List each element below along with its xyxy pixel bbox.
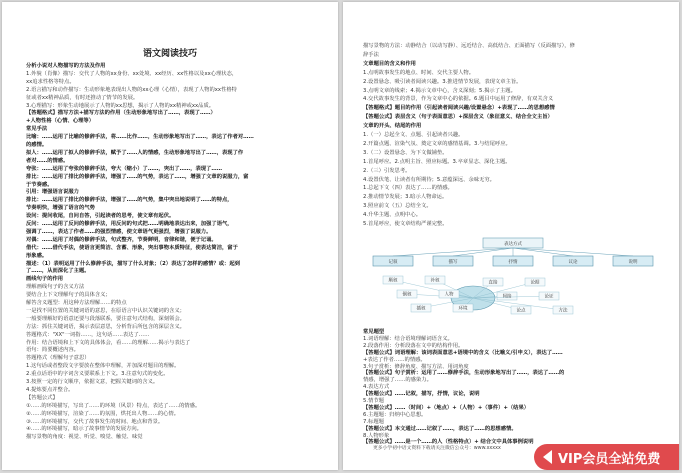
text-line: 者对……的情感。 — [26, 157, 69, 164]
text-line: 答题格式（理解句子意思） — [26, 355, 90, 362]
diagram-node-label: 说明 — [628, 260, 638, 265]
text-line: 6.主题题：归纳中心思想。 — [363, 411, 427, 418]
diagram-node-label: 议论 — [568, 260, 578, 265]
text-line: 4.设置伏笔、让读者有所期待；5.意蕴深远、余味无穷。 — [363, 176, 495, 183]
text-line: 2.设置悬念、吸引读者阅读兴趣。3.推进情节发展，表现文章主旨。 — [363, 78, 522, 85]
diagram-leaf-label: 人物 — [444, 292, 454, 298]
text-line: 比喻：……运用了比喻的修辞手法，将……比作……，生动形象地写出了……，表达了作者对…… — [26, 134, 254, 141]
text-line: 3.句子赏析：修辞角度、描写方法、用词角度 — [363, 363, 469, 370]
text-line: 8.人物形象 — [363, 432, 390, 439]
text-line: 描写景物的角度：视觉、听觉、嗅觉、触觉、味觉 — [26, 434, 143, 441]
diagram-connector — [393, 248, 513, 256]
text-line: 【答题公式】……（时间）+（地点）+（人物）+（事件）+（结果） — [363, 404, 530, 411]
text-line: 节奏明快，增强了语言的气势 — [26, 205, 95, 212]
text-line: 1.这句话或者整段文字要放在整体中理解，并加深对题目的理解。 — [26, 363, 180, 370]
text-line: ①……的环境描写，写出了……的环境（风景）特点，表达了……的情感。 — [26, 402, 201, 409]
diagram-leaf-label: 方法 — [558, 308, 568, 314]
text-line: 借代：……借代手法，使语言更简洁、含蓄、形象，突出事物本质特征，使表达简洁，富于 — [26, 244, 238, 251]
text-line: 【答题公式】词语理解：该词表面意思+语境中的含义（比喻义/引申义），表达了…… — [363, 349, 563, 356]
diagram-connector — [513, 248, 633, 256]
document-title: 语文阅读技巧 — [142, 49, 197, 59]
diagram-leaf-label: 倒叙 — [402, 292, 412, 298]
text-line: 【答题公式】本文通过……记叙了……，表达了……的思想感情。 — [363, 425, 517, 432]
text-line: 【答题格式】描写方法+描写方法的作用（生动形象地写出了……，表现了……） — [26, 110, 216, 117]
text-line: 5.情节题 — [363, 398, 384, 404]
text-line: ②……的环境描写，渲染了……的氛围，烘托出人物……的心情。 — [26, 410, 180, 417]
vip-promo-label: VIP会员全站免费 — [558, 451, 661, 467]
left-document-page — [2, 2, 338, 470]
text-line: 4.提炼要点并整合。 — [26, 386, 74, 393]
text-line: 2.开篇点题、渲染气氛、奠定文章的感情基调。3.与结尾呼应。 — [363, 140, 511, 147]
text-line: 语句：简要概述内容。 — [26, 347, 79, 354]
text-line: 一是找不同位置的关键词语的意思，在原语言中认识关键词的含义； — [26, 307, 185, 314]
text-line: 答题格式："XX"一词指……，这句话……表达了…… — [26, 331, 150, 338]
text-line: +表达了作者……的情感。 — [363, 356, 426, 363]
text-line: 3.点明文章的线索；4.揭示文章中心，含义深刻；5.揭示了主题。 — [363, 87, 516, 94]
text-line: 2.推动情节发展；3.暗示人物命运。 — [363, 194, 448, 201]
text-line: 【答题公式】表层含义（句子表面意思）+深层含义（象征意义、结合全文主旨） — [363, 114, 553, 121]
text-line: 2.重点话语中的字词含义要联系上下文。3.注意句式的变化。 — [26, 371, 169, 378]
diagram-node-label: 描写 — [448, 260, 458, 265]
text-line: 3.（二）设置悬念、为下文做铺垫。 — [363, 149, 448, 156]
diagram-node-label: 抒情 — [508, 260, 518, 265]
text-line: 要结合上下文理解句子的具体含义； — [26, 292, 111, 299]
text-line: 描写景物的方法：动静结合（以动写静）、远近结合、高低结合、正面描写（反面描写），修 — [363, 43, 575, 49]
text-line: 理解画线句子的含义方法 — [26, 284, 85, 291]
text-line: 文章题目的含义和作用 — [363, 60, 416, 67]
text-line: ③……的环境描写，交代了故事发生的时间、地点和背景。 — [26, 418, 164, 425]
text-line: 拟人：……运用了拟人的修辞手法，赋予了……人的情感，生动形象地写出了……，表现了作 — [26, 149, 244, 156]
text-line: 【答题格式】题目的作用（引起读者阅读兴趣/设置悬念）+表现了……的思想感情 — [363, 105, 555, 112]
diagram-connector — [453, 248, 513, 256]
diagram-leaf-label: 顺叙 — [388, 278, 398, 284]
text-line: 排比：……运用了排比的修辞手法，增强了……的气势，表达了……，增强了文章的说服力，富 — [26, 173, 249, 180]
text-line: 分析小说对人物描写的方法及作用 — [26, 63, 106, 69]
text-line: 7.标题题 — [363, 418, 384, 425]
arrow-left-icon — [543, 450, 552, 464]
text-line: 画线句子的作用 — [26, 276, 64, 283]
text-line: ④……的环境描写，暗示了故事情节的发展方向。 — [26, 426, 142, 433]
text-line: 设问：提问收尾，自问自答，引起读者的思考，使文章有起伏。 — [26, 213, 175, 220]
text-line: 征或者xx精神品质，有时还推动了情节的发展。 — [26, 94, 139, 101]
text-line: 描述：（1）表明运用了什么修辞手法，描写了什么对象；（2）表达了怎样的感情？或：起到 — [26, 260, 240, 267]
expression-method-diagram — [363, 236, 663, 328]
text-line: 作用：结合语境和上下文的具体体会，看……的理解……揭示与表达了 — [26, 339, 191, 346]
text-line: 2.（三）引发思考。 — [363, 167, 411, 174]
text-line: 文章的开头、结尾的作用 — [363, 123, 422, 130]
vip-promo-button[interactable] — [534, 444, 679, 470]
diagram-center-label: 表达方式 — [504, 242, 522, 247]
text-line: 常见题型 — [363, 329, 385, 335]
text-line: 3.照应前文（五）总结全文。 — [363, 203, 432, 210]
diagram-leaf-label: 环境 — [458, 306, 468, 312]
text-line: 对偶：……运用了对偶的修辞手法，句式整齐，节奏鲜明，音律和谐，便于记诵。 — [26, 236, 217, 243]
text-line: 5.首尾呼应，使文章结构严谨完整。 — [363, 221, 448, 227]
text-line: 于节奏感。 — [26, 181, 53, 188]
text-line: 情感，增强了……的感染力。 — [363, 377, 432, 384]
text-line: 3.按照一定的行文顺序，依据文意，把握关键词的含义。 — [26, 379, 159, 385]
text-line: 排比：……运用了排比的修辞手法，增强了……的气势，集中突出地说明了……的特点， — [26, 197, 233, 204]
text-line: 引用：增强语言说服力 — [26, 189, 79, 196]
page-footer: 更多小学初中语文资料下载请关注微信公众号：www.xxxxx — [373, 446, 501, 451]
text-line: 的感情。 — [26, 142, 48, 148]
diagram-leaf-label: 直接 — [488, 280, 498, 286]
text-line: 4.表达方式 — [363, 384, 390, 391]
diagram-node-label: 记叙 — [388, 260, 398, 265]
text-line: 4.交代故事发生的背景，作为文章中心的依据。6.题目中运用了修辞，有双关含义 — [363, 96, 554, 103]
text-line: 一般要理解好的语意还要与段落联系，要注意句式结构，深刻领会。 — [26, 315, 185, 322]
diagram-leaf-label: 论据 — [530, 280, 540, 286]
right-document-page — [343, 2, 679, 470]
text-line: 方法：抓住关键词语，揭示表层意思，分析背后所包含的深层含义。 — [26, 323, 185, 330]
text-line: 解答含义题型：用这种方法理解……的特点 — [26, 300, 127, 306]
text-line: 3.心理描写：形象生动地展示了人物的xx思想，揭示了人物的xx精神或xx品质。 — [26, 102, 215, 109]
text-line: 强调了……，表达了作者……的强烈情感，使文章语气更强烈，增强了说服力。 — [26, 228, 212, 235]
diagram-leaf-label — [503, 293, 512, 300]
diagram-connector — [513, 248, 573, 256]
diagram-leaf-label: 插叙 — [416, 306, 426, 312]
text-line: 1.总起下文（四）表达了……的情感。 — [363, 185, 453, 192]
text-line: 【答题公式】句子赏析：运用了……修辞手法，生动形象地写出了……，表达了……的 — [363, 370, 565, 377]
text-line: +人物性格（心情、心理等） — [26, 118, 95, 125]
text-line: 常见手法 — [26, 126, 48, 133]
text-line: 1.（一）总起全文、点题、引起读者兴趣。 — [363, 132, 464, 138]
text-line: 夸张：……运用了夸张的修辞手法，夸大（缩小）了……，突出了……，表现了…… — [26, 165, 222, 172]
diagram-leaf-label: 论证 — [544, 294, 554, 300]
text-line: xx追求性格等特点。 — [26, 78, 75, 85]
text-line: 反问：……运用了反问的修辞手法，用反问的句式把……明确地表达出来，加强了语气， — [26, 221, 233, 227]
text-line: 2.语言描写和动作描写：生动形象地表现出人物的xx心理（心情），表现了人物的xx性格特 — [26, 86, 237, 93]
text-line: 4.升华主题、点明中心。 — [363, 212, 422, 219]
text-line: 1.首尾呼应。2.点明主旨、照应标题。3.卒章显志、深化主题。 — [363, 158, 511, 165]
text-line: 【答题公式】……记叙，描写，抒情，议论，说明 — [363, 391, 480, 398]
diagram-leaf-label: 论点 — [516, 308, 526, 314]
text-line: 1.外貌（肖像）描写：交代了人物的xx身份、xx处境、xx经历、xx性格以及xx心理状态， — [26, 70, 238, 77]
text-line: 辞手法 — [363, 51, 379, 58]
text-line: 形象感。 — [26, 252, 48, 259]
text-line: 2.段落作用：分析段落在文中的结构作用。 — [363, 342, 464, 349]
text-line: 1.点明故事发生的地点、时间、交代主要人物。 — [363, 69, 474, 76]
text-line: 【答题公式】 — [26, 394, 58, 401]
text-line: 【答题公式】……是一个……的人（性格特点）+ 结合文中具体事例说明 — [363, 439, 534, 446]
text-line: 了……，从而深化了主题。 — [26, 268, 90, 275]
diagram-leaf-label: 补叙 — [430, 278, 440, 284]
text-line: 1.词语理解：结合语境理解词语含义。 — [363, 335, 453, 342]
